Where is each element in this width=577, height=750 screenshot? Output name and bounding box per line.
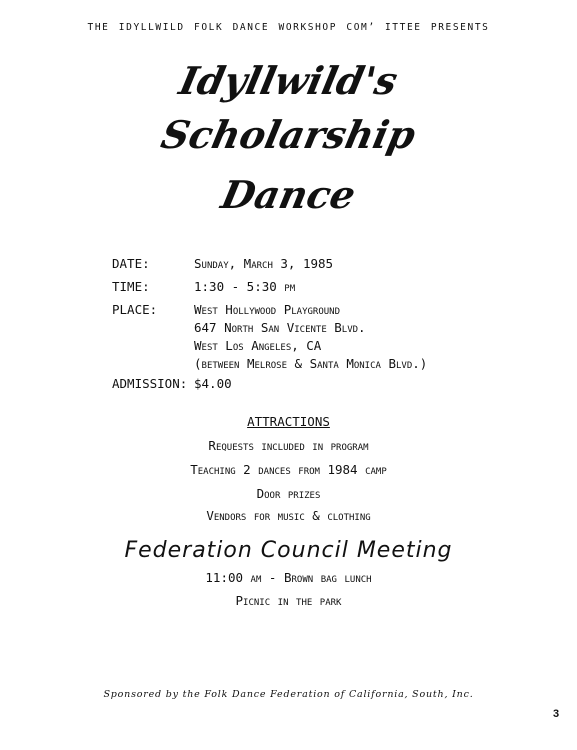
title-dance: Dance (217, 172, 360, 217)
date-value: Sunday, March 3, 1985 (194, 256, 334, 271)
place-label: PLACE: (112, 302, 158, 317)
page-number: 3 (553, 708, 560, 720)
admission-value: $4.00 (194, 376, 232, 391)
federation-meeting-title: Federation Council Meeting (124, 538, 453, 563)
federation-line-lunch: 11:00 am - Brown bag lunch (205, 570, 372, 585)
admission-label: ADMISSION: (112, 376, 188, 391)
sponsor-footer: Sponsored by the Folk Dance Federation of California, South, Inc. (103, 689, 474, 700)
place-line-2: 647 North San Vicente Blvd. (194, 320, 366, 335)
place-line-4: (between Melrose & Santa Monica Blvd.) (194, 356, 428, 371)
time-value: 1:30 - 5:30 pm (194, 279, 296, 294)
attraction-item: Vendors for music & clothing (206, 508, 371, 523)
attraction-item: Requests included in program (208, 438, 369, 453)
title-idyllwilds: Idyllwild's (175, 58, 402, 103)
date-label: DATE: (112, 256, 150, 271)
time-label: TIME: (112, 279, 150, 294)
presenter-header: THE IDYLLWILD FOLK DANCE WORKSHOP COM’ ITTEE PRESENTS (87, 22, 490, 33)
title-scholarship: Scholarship (157, 112, 420, 157)
place-line-3: West Los Angeles, CA (194, 338, 322, 353)
attraction-item: Door prizes (256, 486, 321, 501)
federation-line-picnic: Picnic in the park (235, 593, 342, 608)
attractions-heading: ATTRACTIONS (247, 414, 330, 429)
place-line-1: West Hollywood Playground (194, 302, 340, 317)
attraction-item: Teaching 2 dances from 1984 camp (190, 462, 387, 477)
